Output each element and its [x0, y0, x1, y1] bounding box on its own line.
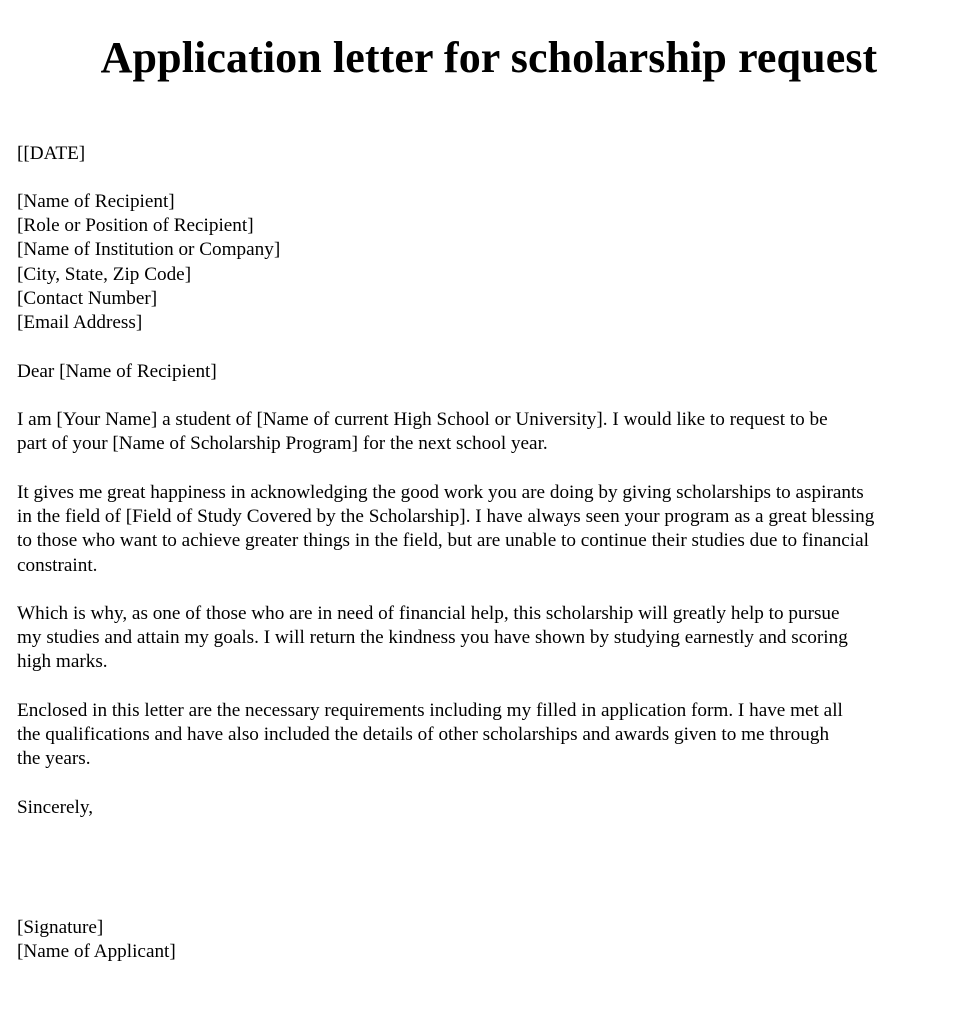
- signature-block: [17, 916, 957, 964]
- paragraph-line: constraint.: [17, 554, 98, 576]
- recipient-institution: [Name of Institution or Company]: [17, 239, 281, 261]
- paragraph-line: part of your [Name of Scholarship Program] for the next school year.: [17, 433, 548, 455]
- paragraph-line: the qualifications and have also included the details of other scholarships and awards given to me through: [17, 724, 830, 746]
- paragraph-enclosures: [17, 699, 957, 772]
- paragraph-line: Which is why, as one of those who are in need of financial help, this scholarship will greatly help to pursue: [17, 603, 840, 624]
- signature-placeholder: [Signature]: [17, 917, 104, 938]
- paragraph-introduction: [17, 408, 957, 456]
- closing: [17, 796, 957, 820]
- paragraph-line: It gives me great happiness in acknowledging the good work you are doing by giving scholarships to aspirants: [17, 482, 864, 503]
- applicant-name: [Name of Applicant]: [17, 941, 176, 963]
- paragraph-line: in the field of [Field of Study Covered by the Scholarship]. I have always seen your program as a great blessing: [17, 506, 875, 528]
- paragraph-financial-need: [17, 602, 957, 675]
- paragraph-line: high marks.: [17, 651, 108, 673]
- salutation-text: Dear [Name of Recipient]: [17, 361, 217, 382]
- recipient-address-block: [17, 190, 957, 335]
- paragraph-line: I am [Your Name] a student of [Name of current High School or University]. I would like to request to be: [17, 409, 828, 430]
- closing-text: Sincerely,: [17, 797, 94, 818]
- recipient-contact-number: [Contact Number]: [17, 287, 158, 309]
- paragraph-line: the years.: [17, 748, 91, 770]
- date-line: [17, 142, 957, 166]
- recipient-role: [Role or Position of Recipient]: [17, 215, 254, 237]
- salutation: [17, 360, 957, 384]
- recipient-email: [Email Address]: [17, 311, 143, 333]
- paragraph-line: to those who want to achieve greater things in the field, but are unable to continue their studies due to financial: [17, 530, 869, 552]
- recipient-name: [Name of Recipient]: [17, 191, 175, 212]
- document-title: Application letter for scholarship request: [100, 33, 878, 82]
- paragraph-line: Enclosed in this letter are the necessary requirements including my filled in application form. I have met all: [17, 700, 843, 721]
- recipient-city-state-zip: [City, State, Zip Code]: [17, 263, 192, 285]
- paragraph-acknowledgement: [17, 481, 957, 578]
- date-text: [[DATE]: [17, 143, 86, 164]
- paragraph-line: my studies and attain my goals. I will return the kindness you have shown by studying earnestly and scoring: [17, 627, 848, 649]
